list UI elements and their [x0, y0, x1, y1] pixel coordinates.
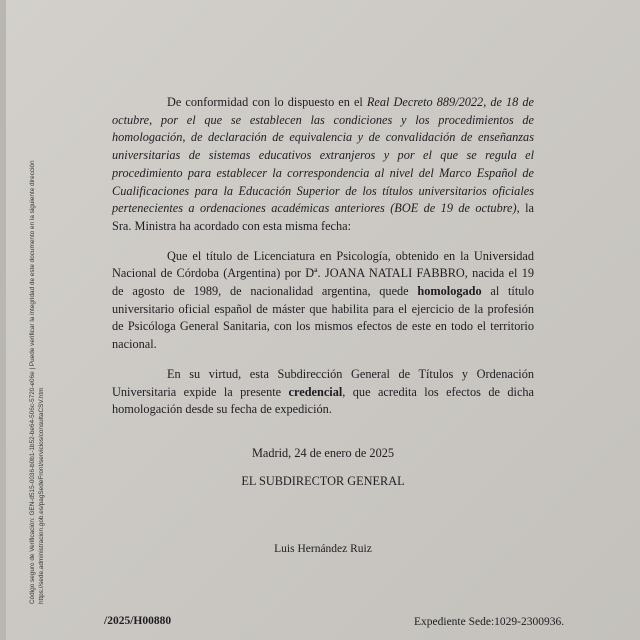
italic-text: Cualificaciones para la Educación Superior de los títulos universitarios oficiales — [112, 183, 534, 198]
text-segment: , la — [516, 201, 534, 216]
text-segment: universitario oficial español de máster que habilita para el ejercicio de la profesión — [112, 301, 534, 316]
text-line — [112, 129, 534, 147]
verification-code-line: Código seguro de Verificación: GEN-d515-0036-b0b1-1b52-be64-506c-5720-e06e | Puede verificar la integridad de este documento en la siguiente dirección — [29, 160, 36, 604]
text-line — [112, 112, 534, 130]
text-segment: Nacional de Córdoba (Argentina) por Dª. JOANA NATALI FABBRO, nacida el 19 — [112, 266, 534, 281]
italic-text: universitarias de sistemas educativos extranjeros y por el que se regula el — [112, 148, 534, 163]
text-segment: de agosto de 1989, de nacionalidad argentina, quede — [112, 284, 418, 299]
text-line — [112, 183, 534, 201]
italic-text: pertenecientes a ordenaciones académicas anteriores (BOE de 19 de octubre) — [112, 201, 517, 216]
place-date: Madrid, 24 de enero de 2025 — [251, 445, 395, 460]
document-reference: /2025/H00880 — [104, 615, 172, 627]
document-body — [112, 94, 534, 557]
text-segment: En su virtud, esta Subdirección General de Títulos y Ordenación — [167, 366, 534, 381]
text-line — [112, 165, 534, 183]
text-line — [112, 283, 534, 301]
bold-text: homologado — [417, 284, 482, 299]
text-line — [112, 318, 534, 336]
italic-text: octubre, por el que se establecen las condiciones y los procedimientos de — [112, 112, 534, 127]
text-line — [112, 366, 534, 384]
italic-text: procedimiento para establecer la correspondencia al nivel del Marco Español de — [112, 165, 534, 180]
text-line — [112, 384, 534, 402]
italic-text: homologación, de declaración de equivalencia y de convalidación de enseñanzas — [112, 130, 534, 145]
text-segment: Universitaria expide la presente — [112, 384, 289, 399]
text-line — [112, 147, 534, 165]
text-line — [112, 248, 534, 266]
text-segment: De conformidad con lo dispuesto en el — [167, 95, 367, 109]
text-segment: Sra. Ministra ha acordado con esta misma fecha: — [112, 218, 352, 233]
bold-text: credencial — [288, 384, 343, 399]
text-line — [112, 218, 534, 236]
verification-url-line: https://sede.administracion.gob.es/pagSedeFront/servicios/consultaCSV.htm — [38, 387, 45, 604]
text-segment: Que el título de Licenciatura en Psicología, obtenido en la Universidad — [167, 248, 534, 263]
signer-title: EL SUBDIRECTOR GENERAL — [241, 473, 405, 488]
text-line — [112, 200, 534, 218]
text-line — [112, 94, 534, 112]
text-segment: homologación desde su fecha de expedición. — [112, 402, 332, 417]
paper-edge — [0, 0, 6, 640]
verification-margin-note — [28, 142, 46, 604]
text-line — [112, 336, 534, 354]
expediente-number: Expediente Sede:1029-2300936. — [414, 616, 565, 628]
text-line — [112, 265, 534, 283]
text-segment: al título — [481, 284, 534, 299]
text-line — [112, 301, 534, 319]
signer-name: Luis Hernández Ruiz — [274, 542, 372, 555]
paragraph-legal-basis — [112, 94, 534, 236]
italic-text: Real Decreto 889/2022, de 18 de — [366, 95, 534, 109]
text-line — [112, 401, 534, 419]
paragraph-credential — [112, 366, 534, 419]
text-segment: , que acredita los efectos de dicha — [342, 384, 535, 399]
paragraph-resolution — [112, 248, 534, 354]
text-segment: de Psicóloga General Sanitaria, con los mismos efectos de este en todo el territorio — [112, 319, 534, 334]
text-segment: nacional. — [112, 337, 157, 352]
